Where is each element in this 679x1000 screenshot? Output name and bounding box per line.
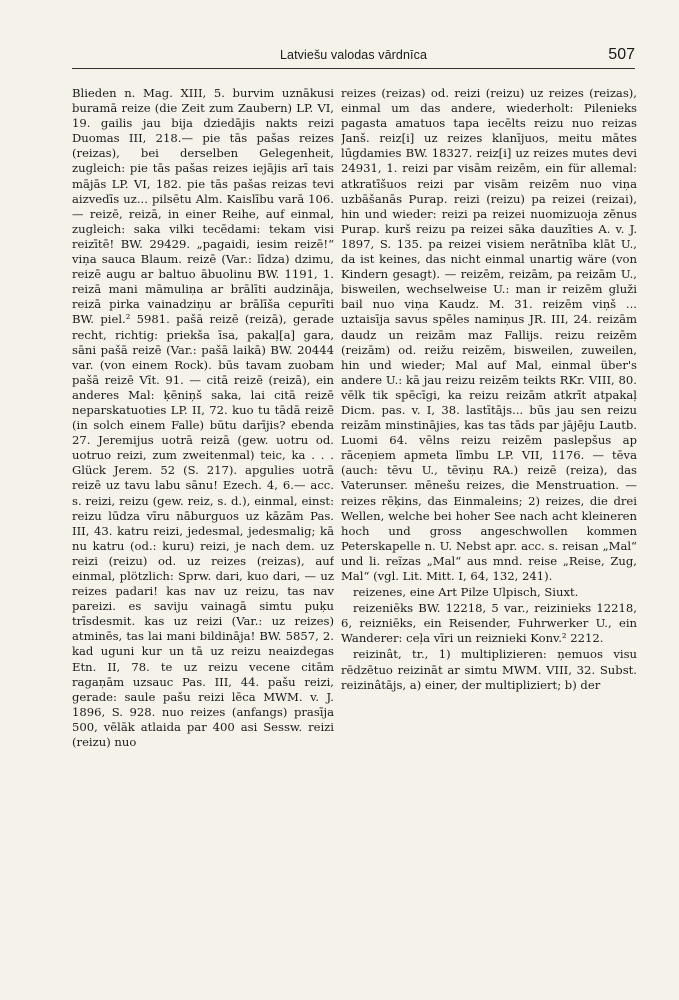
page-number: 507 <box>608 46 635 63</box>
running-header <box>72 46 635 69</box>
running-title: Latviešu valodas vārdnīca <box>279 48 428 62</box>
entry-reizenieks: reizeniēks BW. 12218, 5 var., reizinieks 12218, 6, reizniēks, ein Reisender, Fuhrwerker U., ein Wanderer: ceļa vīri un reiznieki Konv.² 2212. <box>341 601 637 646</box>
entry-reizinat: reizinât, tr., 1) multiplizieren: ņemuos visu rēdzētuo reizināt ar simtu MWM. VIII, 32. Subst. reizinâtājs, a) einer, der multipliziert; b) der <box>341 647 637 692</box>
entry-reizenes: reizenes, eine Art Pilze Ulpisch, Siuxt. <box>353 585 579 600</box>
left-column <box>72 86 334 986</box>
entry-paragraph: reizes (reizas) od. reizi (reizu) uz reizes (reizas), einmal um das andere, wiederholt: Pilenieks pagasta amatuos tapa iecēlts reizu nuo reizas Janš. reiz[i] uz reizes klanījuos, meitu mātes lūgdamies BW. 18327. reiz[i] uz reizes mutes devi 24931, 1. reizi par visām reizēm, ein für allemal: atkratīšuos reizi par visām reizēm nuo viņa uzbāšanās Purap. reizi (reizu) pa reizei (reizai), hin und wieder: reizi pa reizei nuomizuoja zēnus Purap. kurš reizu pa reizei sāka dauzīties A. v. J. 1897, S. 135. pa reizei visiem nerātnība klāt U., da ist keines, das nicht einmal unartig wäre (von Kindern gesagt). — reizēm, reizām, pa reizām U., bisweilen, wechselweise U.: man ir reizēm gluži bail nuo viņa Kaudz. M. 31. reizēm viņš ... uztaisīja savus spēles namiņus JR. III, 24. reizām daudz un reizām maz Fallijs. reizu reizēm (reizām) od. reižu reizēm, bisweilen, zuweilen, hin und wieder; Mal auf Mal, einmal über's andere U.: kā jau reizu reizēm teikts RKr. VIII, 80. vēlk tik spēcīgi, ka reizu reizām atkrīt atpakaļ Dicm. pas. v. I, 38. lastītājs... būs jau sen reizu reizām minstinājies, kas tas tāds par jājēju Lautb. Luomi 64. vēlns reizu reizēm paslepšus ap rāceņiem apmeta līmbu LP. VII, 1176. — tēva (auch: tēvu U., tēviņu RA.) reizē (reiza), das Vaterunser. mēnešu reizes, die Menstruation. — reizes rēķins, das Einmaleins; 2) reizes, die drei Wellen, welche bei hoher See nach acht kleineren hoch und gross angeschwollen kommen Peterskapelle n. U. Nebst apr. acc. s. reisan „Mal“ und li. reĩzas „Mal“ aus mnd. reise „Reise, Zug, Mal“ (vgl. Lit. Mitt. I, 64, 132, 241). <box>341 86 637 583</box>
entry-paragraph: Blieden n. Mag. XIII, 5. burvim uznākusi buramā reize (die Zeit zum Zaubern) LP. VI, 19. gailis jau bija dziedājis nakts reizi Duomas III, 218.— pie tās pašas reizes (reizas), bei derselben Gelegenheit, zugleich: pie tās pašas reizes iejājis arī tais mājās LP. VI, 182. pie tās pašas reizas tevi aizvedīs uz... pilsētu Alm. Kaislību varā 106. — reizē, reizā, in einer Reihe, auf einmal, zugleich: saka vilki tecēdami: tekam visi reizītē! BW. 29429. „pagaidi, iesim reizē!“ viņa sauca Blaum. reizē (Var.: līdza) dzimu, reizē augu ar baltuo ābuolinu BW. 1191, 1. reizā mani māmuliņa ar brālīti audzināja, reizā pirka vainadziņu ar brālīša cepurīti BW. piel.² 5981. pašā reizē (reizā), gerade recht, richtig: priekša īsa, pakaļ[a] gara, sāni pašā reizē (Var.: pašā laikā) BW. 20444 var. (von einem Rock). būs tavam zuobam pašā reizē Vīt. 91. — citā reizē (reizā), ein anderes Mal: ķēniņš saka, lai citā reizē neparskatuoties LP. II, 72. kuo tu tādā reizē (in solch einem Falle) būtu darījis? ebenda 27. Jeremijus uotrā reizā (gew. uotru od. uotruo reizi, zum zweitenmal) teic, ka . . . Glück Jerem. 52 (S. 217). apgulies uotrā reizē uz tavu labu sānu! Ezech. 4, 6.— acc. s. reizi, reizu (gew. reiz, s. d.), einmal, einst: reizu lūdza vīru nāburguos uz kāzām Pas. III, 43. katru reizi, jedesmal, jedesmalig; kā nu katru (od.: kuru) reizi, je nach dem. uz reizi (reizu) od. uz reizes (reizas), auf einmal, plötzlich: Sprw. dari, kuo dari, — uz reizes padari! kas nav uz reizu, tas nav pareizi. es saviju vainagā simtu puķu trīsdesmit. kas uz reizi (Var.: uz reizes) atminēs, tas lai mani bildināja! BW. 5857, 2. kad uguni kur un tā uz reizu neaizdegas Etn. II, 78. te uz reizu vecene citām ragaņām uzsauc Pas. III, 44. pašu reizi, gerade: saule pašu reizi lēca MWM. v. J. 1896, S. 928. nuo reizes (anfangs) prasīja 500, vēlāk atlaida par 400 asi Sessw. reizi (reizu) nuo <box>72 86 334 750</box>
right-column <box>341 86 637 986</box>
